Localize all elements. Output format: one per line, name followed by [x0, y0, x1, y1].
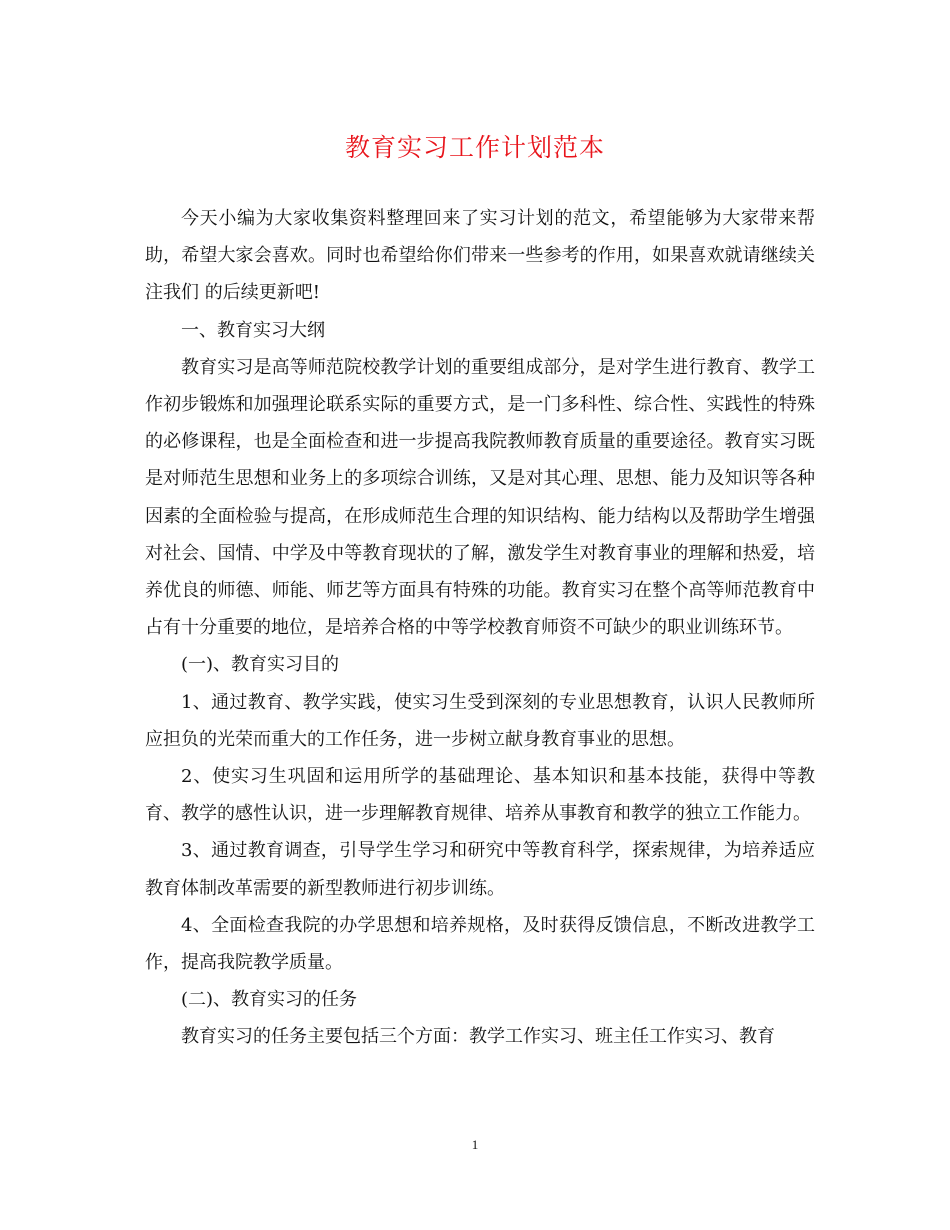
- paragraph-purpose-3: 3、通过教育调查，引导学生学习和研究中等教育科学，探索规律，为培养适应教育体制改革需要的新型教师进行初步训练。: [145, 840, 815, 899]
- heading-tasks: (二)、教育实习的任务: [181, 989, 358, 1011]
- paragraph-purpose-1: 1、通过教育、教学实践，使实习生受到深刻的专业思想教育，认识人民教师所应担负的光荣而重大的工作任务，进一步树立献身教育事业的思想。: [145, 691, 815, 750]
- paragraph-purpose-4: 4、全面检查我院的办学思想和培养规格，及时获得反馈信息，不断改进教学工作，提高我院教学质量。: [145, 914, 815, 974]
- page-number: 1: [471, 1137, 479, 1152]
- paragraph-outline: 教育实习是高等师范院校教学计划的重要组成部分，是对学生进行教育、教学工作初步锻炼和加强理论联系实际的重要方式，是一门多科性、综合性、实践性的特殊的必修课程，也是全面检查和进一步提高我院教师教育质量的重要途径。教育实习既是对师范生思想和业务上的多项综合训练，又是对其心理、思想、能力及知识等各种因素的全面检验与提高，在形成师范生合理的知识结构、能力结构以及帮助学生增强对社会、国情、中学及中等教育现状的了解，激发学生对教育事业的理解和热爱，培养优良的师德、师能、师艺等方面具有特殊的功能。教育实习在整个高等师范教育中占有十分重要的地位，是培养合格的中等学校教育师资不可缺少的职业训练环节。: [145, 356, 815, 639]
- heading-section-1: 一、教育实习大纲: [181, 319, 325, 341]
- paragraph-purpose-2: 2、使实习生巩固和运用所学的基础理论、基本知识和基本技能，获得中等教育、教学的感性认识，进一步理解教育规律、培养从事教育和教学的独立工作能力。: [145, 766, 815, 825]
- paragraph-intro: 今天小编为大家收集资料整理回来了实习计划的范文，希望能够为大家带来帮助，希望大家会喜欢。同时也希望给你们带来一些参考的作用，如果喜欢就请继续关注我们 的后续更新吧!: [145, 208, 815, 304]
- document-title: 教育实习工作计划范本: [344, 133, 605, 162]
- document-body: [145, 200, 815, 1056]
- heading-purpose: (一)、教育实习目的: [181, 654, 340, 676]
- paragraph-tasks: 教育实习的任务主要包括三个方面：教学工作实习、班主任工作实习、教育: [181, 1026, 775, 1048]
